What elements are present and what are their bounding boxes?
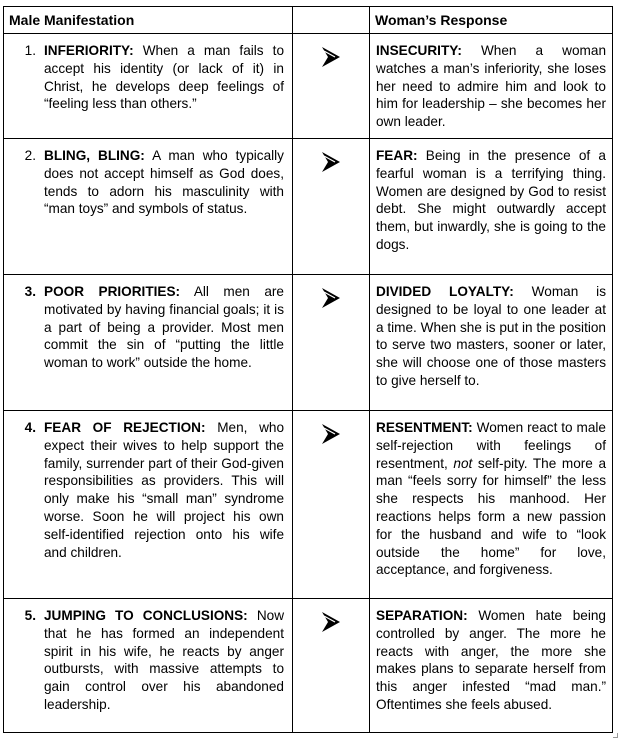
- male-title: JUMPING TO CONCLUSIONS:: [44, 608, 248, 623]
- header-row: [4, 7, 613, 34]
- row-number: 4.: [24, 420, 36, 435]
- male-title: BLING, BLING:: [44, 148, 145, 163]
- female-text-cont: self-pity. The more a man “feels sorry for himself” the less she respects his manhood. Her reactions helps form a new passion for the husband and wife to “look outside the home” for love, acceptance, and forgiveness.: [376, 455, 607, 578]
- table-row: [4, 599, 613, 733]
- female-text: Being in the presence of a fearful woman is a terrifying thing. Women are designed by God to resist debt. She might outwardly accept them, but inwardly, she is going to the dogs.: [376, 148, 606, 252]
- header-womans-response: Woman’s Response: [370, 7, 613, 34]
- female-text: When a woman watches a man’s inferiority, she loses her need to admire him and look to him for leadership – she becomes her own leader.: [376, 43, 606, 130]
- male-text: Now that he has formed an independent spirit in his wife, he reacts by anger outbursts, with massive attempts to gain control over his abandoned leadership.: [44, 608, 285, 712]
- header-empty: [293, 7, 370, 34]
- female-text-emphasis: not: [453, 455, 473, 471]
- male-text: Men, who expect their wives to help support the family, surrender part of their God-given responsibilities as providers. This will only make his “small man” syndrome worse. Soon he will project his own self-identified rejection onto his wife and children.: [44, 420, 285, 560]
- male-cell: [4, 139, 293, 275]
- female-text: Woman is designed to be loyal to one leader at a time. When she is put in the position to serve two masters, sooner or later, she will choose one of those masters to give herself to.: [376, 284, 606, 388]
- arrow-bullet-icon: [321, 46, 341, 68]
- female-cell: [370, 34, 613, 139]
- female-cell: [370, 275, 613, 411]
- arrow-bullet-icon: [321, 423, 341, 445]
- row-number: 2.: [24, 148, 36, 163]
- male-cell: [4, 599, 293, 733]
- table-row: [4, 275, 613, 411]
- female-cell: [370, 599, 613, 733]
- table-row: [4, 139, 613, 275]
- manifestation-response-table: [3, 6, 613, 733]
- header-male-manifestation: Male Manifestation: [4, 7, 293, 34]
- female-text: Women hate being controlled by anger. The more he reacts with anger, the more she makes plans to separate herself from this anger infested “mad man.” Oftentimes she feels abused.: [376, 608, 606, 712]
- male-cell: [4, 275, 293, 411]
- female-cell: [370, 139, 613, 275]
- female-title: RESENTMENT:: [376, 420, 473, 435]
- arrow-cell: [293, 139, 370, 275]
- male-text: A man who typically does not accept himself as God does, tends to adorn his masculinity with “man toys” and symbols of status.: [44, 148, 284, 217]
- table-row: [4, 34, 613, 139]
- male-text: When a man fails to accept his identity (or lack of it) in Christ, he develops deep feelings of “feeling less than others.”: [44, 43, 284, 112]
- male-title: POOR PRIORITIES:: [44, 284, 181, 299]
- arrow-cell: [293, 411, 370, 599]
- male-cell: [4, 411, 293, 599]
- male-title: INFERIORITY:: [44, 43, 134, 58]
- page-corner-mark: [613, 733, 618, 738]
- arrow-cell: [293, 599, 370, 733]
- row-number: 3.: [24, 284, 36, 299]
- male-text: All men are motivated by having financial goals; it is a part of being a provider. Most men commit the sin of “putting the little woman to work” outside the home.: [44, 284, 284, 371]
- female-title: DIVIDED LOYALTY:: [376, 284, 514, 299]
- male-title: FEAR OF REJECTION:: [44, 420, 206, 435]
- arrow-bullet-icon: [321, 287, 341, 309]
- female-title: INSECURITY:: [376, 43, 462, 58]
- row-number: 5.: [24, 608, 36, 623]
- arrow-bullet-icon: [321, 611, 341, 633]
- table-row: [4, 411, 613, 599]
- male-cell: [4, 34, 293, 139]
- female-title: SEPARATION:: [376, 608, 468, 623]
- row-number: 1.: [24, 43, 36, 58]
- female-text: Women react to male self-rejection with feelings of resentment,: [376, 420, 606, 471]
- arrow-bullet-icon: [321, 151, 341, 173]
- female-cell: [370, 411, 613, 599]
- arrow-cell: [293, 275, 370, 411]
- female-title: FEAR:: [376, 148, 418, 163]
- arrow-cell: [293, 34, 370, 139]
